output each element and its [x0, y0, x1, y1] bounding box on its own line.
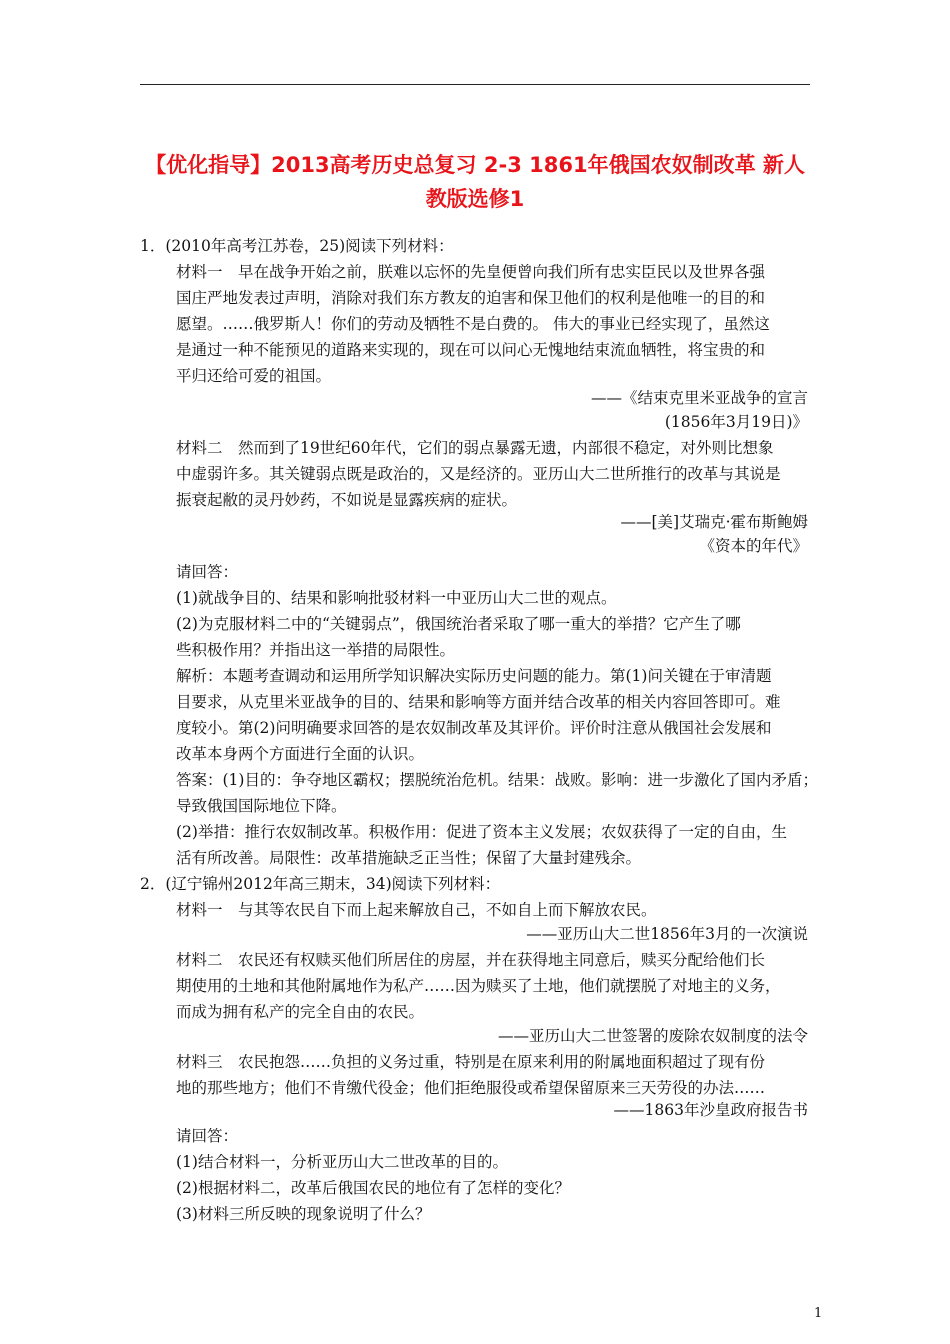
q1-heading: 1．(2010年高考江苏卷，25)阅读下列材料： [140, 237, 454, 255]
q2-material3-line: 材料三 农民抱怨……负担的义务过重，特别是在原来利用的附属地面积超过了现有份 [176, 1053, 766, 1071]
q2-sub-question-2: (2)根据材料二，改革后俄国农民的地位有了怎样的变化？ [176, 1179, 570, 1197]
q2-material2-line: 而成为拥有私产的完全自由的农民。 [176, 1003, 425, 1021]
q1-material2-book: 《资本的年代》 [699, 537, 808, 555]
document-title [140, 148, 810, 216]
title-line-2: 教版选修1 [425, 187, 525, 211]
q1-material2-line: 振衰起敝的灵丹妙药，不如说是显露疾病的症状。 [176, 491, 518, 509]
q1-sub-question-1: (1)就战争目的、结果和影响批驳材料一中亚历山大二世的观点。 [176, 589, 617, 607]
q1-material2-line: 材料二 然而到了19世纪60年代，它们的弱点暴露无遗，内部很不稳定，对外则比想象 [176, 439, 774, 457]
q2-sub-question-1: (1)结合材料一，分析亚历山大二世改革的目的。 [176, 1153, 508, 1171]
q2-material2-source: ——亚历山大二世签署的废除农奴制度的法令 [497, 1027, 808, 1045]
q2-heading: 2．(辽宁锦州2012年高三期末，34)阅读下列材料： [140, 875, 501, 893]
page-number: 1 [814, 1306, 823, 1321]
q1-material1-line: 平归还给可爱的祖国。 [176, 367, 332, 385]
q1-analysis-line: 解析：本题考查调动和运用所学知识解决实际历史问题的能力。第(1)问关键在于审清题 [176, 667, 772, 685]
q2-material3-line: 地的那些地方；他们不肯缴代役金；他们拒绝服役或希望保留原来三天劳役的办法…… [176, 1079, 766, 1097]
q2-material2-line: 材料二 农民还有权赎买他们所居住的房屋，并在获得地主同意后，赎买分配给他们长 [176, 951, 766, 969]
q1-material1-source: ——《结束克里米亚战争的宣言 [590, 389, 808, 407]
q1-material1-line: 是通过一种不能预见的道路来实现的，现在可以问心无愧地结束流血牺牲，将宝贵的和 [176, 341, 766, 359]
q1-ask: 请回答： [176, 563, 239, 581]
q1-answer-line: 活有所改善。局限性：改革措施缺乏正当性；保留了大量封建残余。 [176, 849, 642, 867]
q1-material1-source-date: (1856年3月19日)》 [664, 413, 808, 431]
q2-material3-source: ——1863年沙皇政府报告书 [613, 1101, 808, 1119]
q1-analysis-line: 改革本身两个方面进行全面的认识。 [176, 745, 425, 763]
q1-analysis-line: 目要求，从克里米亚战争的目的、结果和影响等方面并结合改革的相关内容回答即可。难 [176, 693, 781, 711]
q1-answer-line: 导致俄国国际地位下降。 [176, 797, 347, 815]
q1-material1-line: 愿望。……俄罗斯人！你们的劳动及牺牲不是白费的。 伟大的事业已经实现了，虽然这 [176, 315, 770, 333]
q2-material2-line: 期使用的土地和其他附属地作为私产……因为赎买了土地，他们就摆脱了对地主的义务， [176, 977, 781, 995]
q1-sub-question-2: 些积极作用？并指出这一举措的局限性。 [176, 641, 456, 659]
q2-sub-question-3: (3)材料三所反映的现象说明了什么？ [176, 1205, 431, 1223]
title-line-1: 【优化指导】2013高考历史总复习 2-3 1861年俄国农奴制改革 新人 [145, 153, 805, 177]
top-rule [140, 84, 810, 85]
q2-ask: 请回答： [176, 1127, 239, 1145]
q2-material1: 材料一 与其等农民自下而上起来解放自己，不如自上而下解放农民。 [176, 901, 657, 919]
q1-answer-line: 答案：(1)目的：争夺地区霸权；摆脱统治危机。结果：战败。影响：进一步激化了国内矛盾； [176, 771, 818, 789]
q1-material2-line: 中虚弱许多。其关键弱点既是政治的，又是经济的。亚历山大二世所推行的改革与其说是 [176, 465, 781, 483]
q1-material1-line: 国庄严地发表过声明，消除对我们东方教友的迫害和保卫他们的权利是他唯一的目的和 [176, 289, 766, 307]
q2-material1-source: ——亚历山大二世1856年3月的一次演说 [526, 925, 808, 943]
q1-sub-question-2: (2)为克服材料二中的“关键弱点”，俄国统治者采取了哪一重大的举措？它产生了哪 [176, 615, 741, 633]
q1-material2-author: ——[美]艾瑞克·霍布斯鲍姆 [620, 513, 808, 531]
q1-analysis-line: 度较小。第(2)问明确要求回答的是农奴制改革及其评价。评价时注意从俄国社会发展和 [176, 719, 772, 737]
q1-answer-line: (2)举措：推行农奴制改革。积极作用：促进了资本主义发展；农奴获得了一定的自由，生 [176, 823, 787, 841]
q1-material1-line: 材料一 早在战争开始之前，朕难以忘怀的先皇便曾向我们所有忠实臣民以及世界各强 [176, 263, 766, 281]
